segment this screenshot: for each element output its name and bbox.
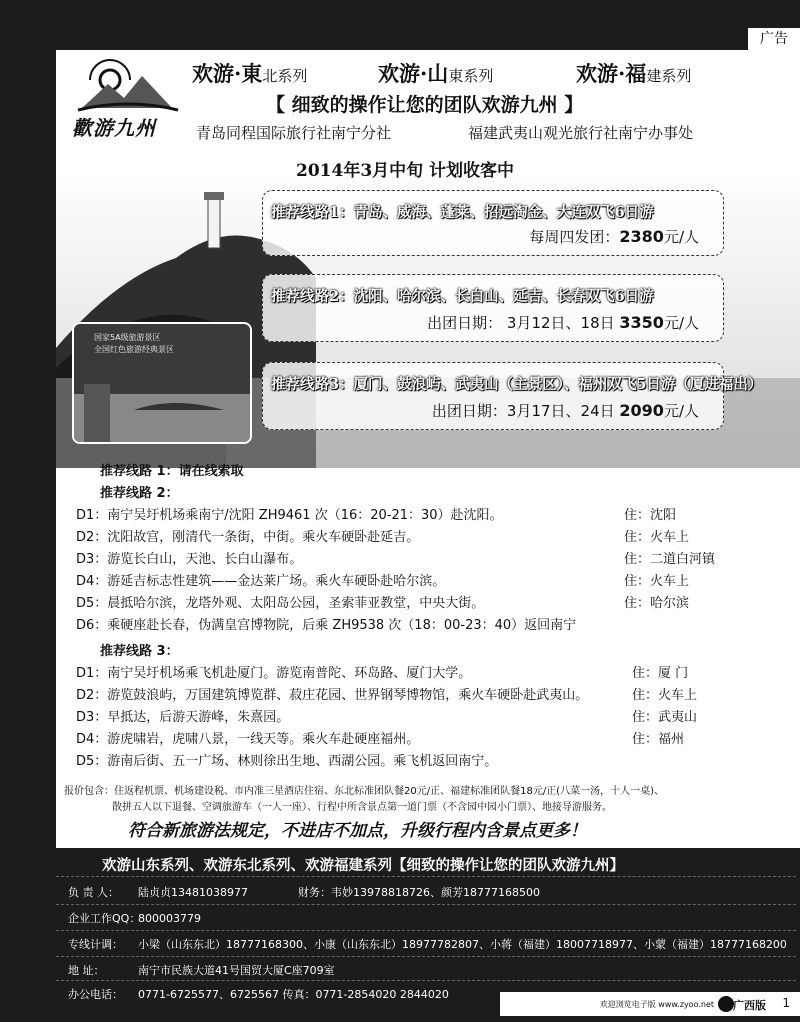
edition-label: 广西版 (733, 999, 766, 1012)
promo-card: 国家5A级旅游景区 全国红色旅游经典景区 (72, 322, 252, 444)
logo-text: 歡游九州 (72, 116, 156, 140)
itinerary-row: D4：游延吉标志性建筑——金达莱广场。乘火车硬卧赴哈尔滨。 住：火车上 (76, 574, 690, 589)
publisher-badge-icon (718, 996, 734, 1012)
contact-row: 企业工作QQ：800003779 (68, 912, 201, 925)
contact-row: 办公电话： 0771-6725577、6725567 传真：0771-2854020 2844020 (68, 988, 449, 1001)
route-1-note: 推荐线路 1：请在线索取 (100, 464, 244, 479)
series-northeast: 欢游·東北系列 (192, 61, 308, 86)
contact-row: 负 责 人： 陆贞贞13481038977 财务：韦妙13978818726、颜芳18777168500 (68, 886, 540, 899)
page-number: 1 (782, 996, 790, 1010)
series-fujian: 欢游·福建系列 (576, 61, 692, 86)
footer-banner: 欢游山东系列、欢游东北系列、欢游福建系列【细致的操作让您的团队欢游九州】 (102, 858, 624, 874)
contact-row: 专线计调： 小梁（山东东北）18777168300、小康（山东东北）18977782807、小蒋（福建）18007718977、小蒙（福建）18777168200 (68, 938, 787, 951)
route-3-detail: 出团日期：3月17日、24日 2090元/人 (431, 401, 699, 420)
contact-row: 地 址： 南宁市民族大道41号国贸大厦C座709室 (68, 964, 335, 977)
itinerary-row: D2：沈阳故宫，刚清代一条街，中街。乘火车硬卧赴延吉。 住：火车上 (76, 530, 690, 545)
agency-wuyishan: 福建武夷山观光旅行社南宁办事处 (468, 124, 694, 142)
motto: 符合新旅游法规定，不进店不加点，升级行程内含景点更多！ (128, 821, 587, 841)
itinerary-row: D4：游虎啸岩，虎啸八景，一线天等。乘火车赴硬座福州。 住：福州 (76, 732, 685, 747)
itinerary-row: D3：早抵达，后游天游峰，朱熹园。 住：武夷山 (76, 710, 698, 725)
main-panel (56, 50, 800, 848)
route-1-detail: 每周四发团：2380元/人 (529, 227, 699, 246)
coast-illustration-icon (74, 324, 250, 442)
plan-title: 2014年3月中旬 计划收客中 (296, 161, 515, 181)
itinerary-row: D2：游览鼓浪屿，万国建筑博览群、菽庄花园、世界钢琴博物馆，乘火车硬卧赴武夷山。 住：火车上 (76, 688, 698, 703)
route-2-title: 推荐线路2：沈阳、哈尔滨、长白山、延吉、长春双飞6日游 (271, 288, 654, 305)
route-2-detail: 出团日期： 3月12日、18日 3350元/人 (427, 313, 699, 332)
series-shandong: 欢游·山東系列 (378, 61, 494, 86)
price-includes: 报价包含：住返程机票、机场建设税、市内准三星酒店住宿、东北标准团队餐20元/正、福建标准团队餐18元/正(八菜一汤，十人一桌)、 散拼五人以下退餐、空调旅游车（一人一座）、行程中所含景点第一道门票（不含园中园小门票）、地接导游服务。 (64, 786, 664, 813)
route-card-1[interactable] (262, 190, 724, 256)
route-2-heading: 推荐线路 2： (100, 486, 179, 501)
route-1-title: 推荐线路1：青岛、威海、蓬莱、招远淘金、大连双飞6日游 (271, 204, 654, 221)
slogan: 【 细致的操作让您的团队欢游九州 】 (266, 94, 584, 116)
itinerary-row: D6：乘硬座赴长春，伪满皇宫博物院，后乘 ZH9538 次（18：00-23：40）返回南宁 (76, 618, 577, 633)
route-card-3[interactable] (262, 362, 763, 430)
itinerary-row: D3：游览长白山，天池、长白山瀑布。 住：二道白河镇 (76, 552, 716, 567)
itinerary-row: D1：南宁吴圩机场乘南宁/沈阳 ZH9461 次（16：20-21：30）赴沈阳。 住：沈阳 (76, 508, 677, 523)
itinerary-row: D5：晨抵哈尔滨，龙塔外观、太阳岛公园，圣索菲亚教堂，中央大街。 住：哈尔滨 (76, 596, 690, 611)
site-url[interactable]: 欢迎浏览电子版 www.zyoo.net (599, 1000, 714, 1009)
route-card-2[interactable] (262, 274, 724, 342)
route-3-title: 推荐线路3：厦门、鼓浪屿、武夷山（主景区）、福州双飞5日游（厦进福出） (271, 376, 763, 393)
route-3-heading: 推荐线路 3： (100, 644, 179, 659)
bottom-strip (500, 992, 800, 1016)
agency-qingdao: 青岛同程国际旅行社南宁分社 (196, 124, 392, 142)
itinerary-row: D5：游南后街、五一广场、林则徐出生地、西湖公园。乘飞机返回南宁。 (76, 754, 498, 769)
ad-tag: 广告 (748, 28, 800, 50)
itinerary-row: D1：南宁吴圩机场乘飞机赴厦门。游览南普陀、环岛路、厦门大学。 住：厦 门 (76, 666, 689, 681)
